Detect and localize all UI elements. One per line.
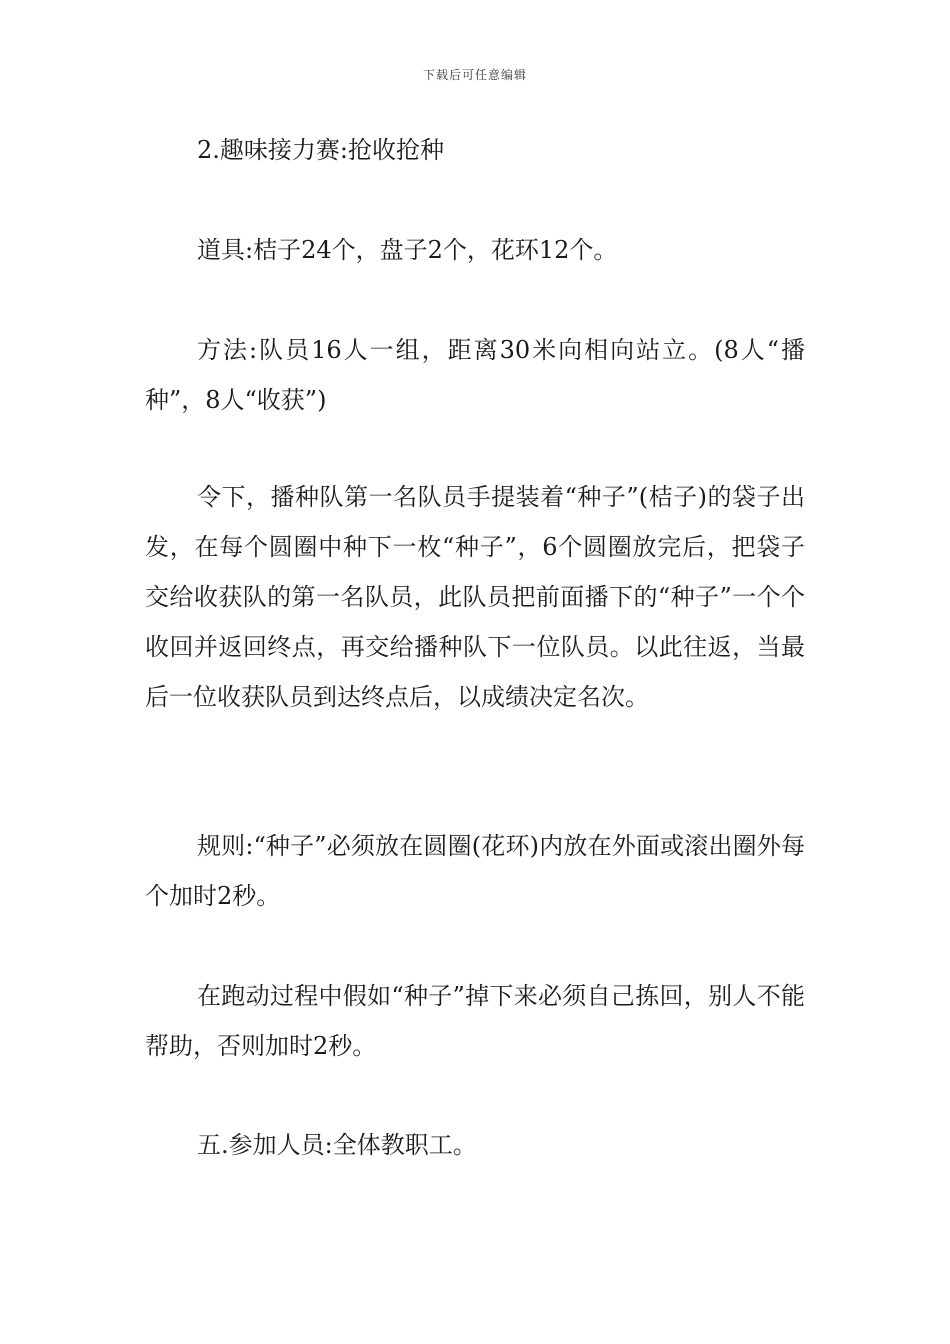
props-paragraph: 道具:桔子24个，盘子2个，花环12个。 [197,236,618,264]
page-header: 下载后可任意编辑 [422,68,527,82]
method-paragraph: 方法:队员16人一组，距离30米向相向站立。(8人“播种”，8人“收获”) [145,336,805,414]
section-title-relay: 2.趣味接力赛:抢收抢种 [197,136,444,164]
procedure-paragraph: 令下，播种队第一名队员手提装着“种子”(桔子)的袋子出发，在每个圆圈中种下一枚“种子”，6个圆圈放完后，把袋子交给收获队的第一名队员，此队员把前面播下的“种子”一个个收回并返回终点，再交给播种队下一位队员。以此往返，当最后一位收获队员到达终点后，以成绩决定名次。 [145,483,805,711]
dropped-seed-rule-paragraph: 在跑动过程中假如“种子”掉下来必须自己拣回，别人不能帮助，否则加时2秒。 [145,982,805,1060]
participants-paragraph: 五.参加人员:全体教职工。 [197,1131,477,1159]
rules-paragraph: 规则:“种子”必须放在圆圈(花环)内放在外面或滚出圈外每个加时2秒。 [145,832,805,910]
